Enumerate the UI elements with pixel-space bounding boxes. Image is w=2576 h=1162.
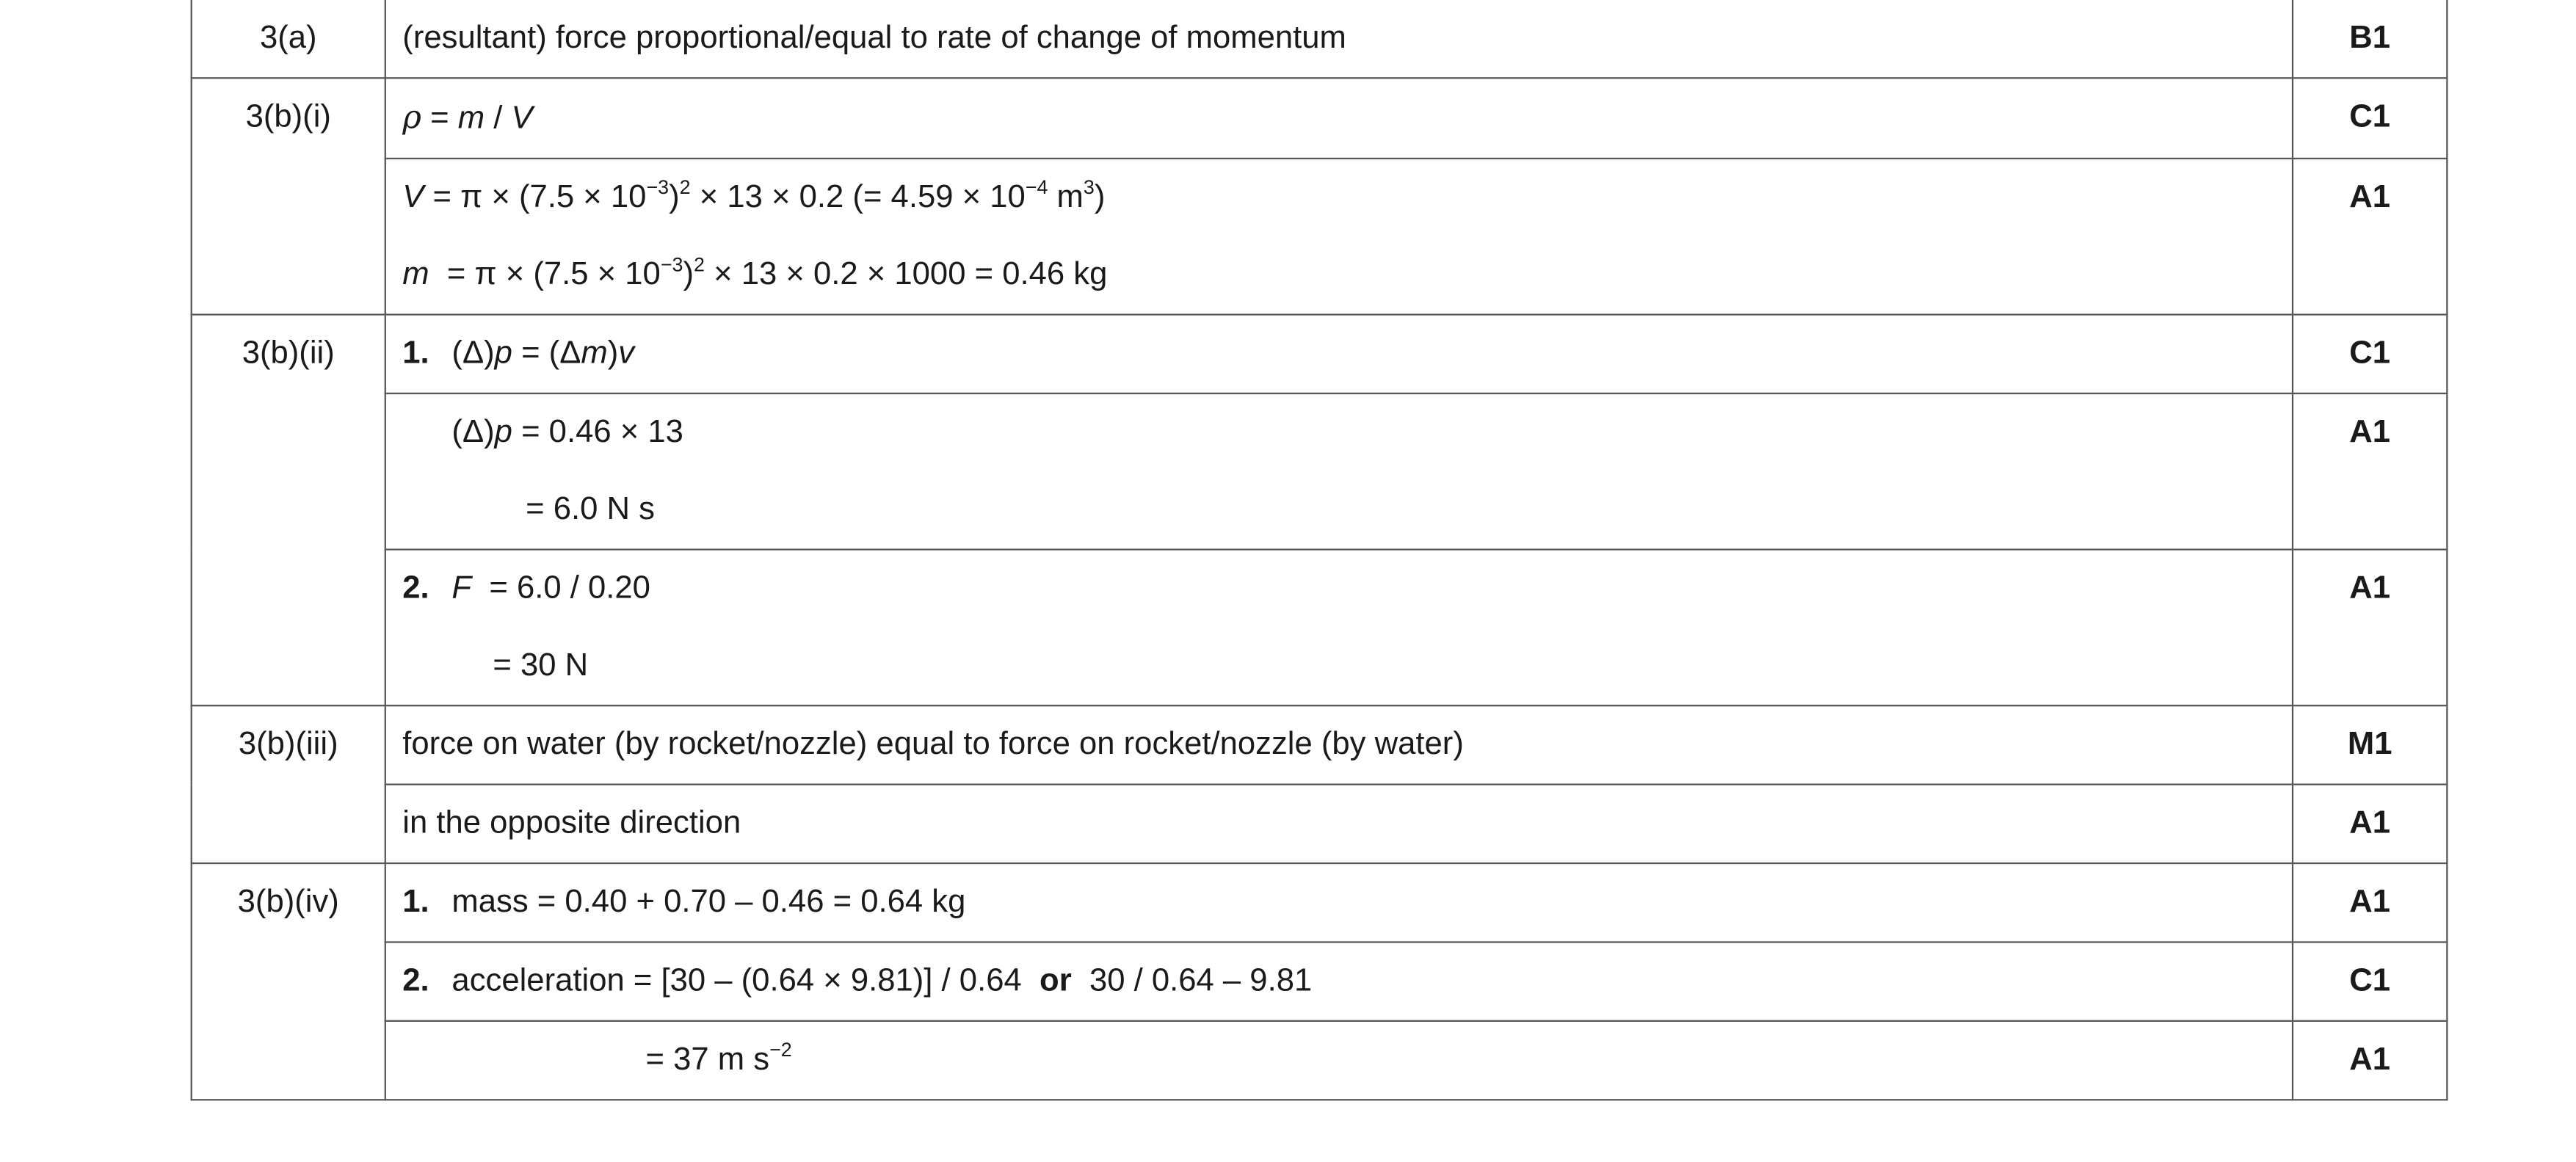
- mark-code: C1: [2293, 942, 2447, 1020]
- answer-cell: [385, 1021, 2293, 1100]
- answer-text: in the opposite direction: [385, 785, 2293, 863]
- exponent: 2: [694, 253, 705, 276]
- equation-part: = (Δ: [512, 335, 581, 371]
- equation-part: = π × (7.5 × 10: [429, 256, 661, 293]
- equation-part: ): [683, 256, 694, 293]
- velocity-symbol: v: [618, 335, 635, 371]
- mass-symbol: m: [402, 256, 429, 293]
- force-calculation: [402, 551, 2275, 628]
- equation-part: × 13 × 0.2 × 1000 = 0.46 kg: [704, 256, 1108, 293]
- table-row: [192, 78, 2448, 159]
- question-number: 3(b)(i): [192, 78, 385, 314]
- table-row: [192, 863, 2448, 942]
- table-row: [192, 942, 2448, 1020]
- mass-equation: [402, 236, 2275, 313]
- acceleration-result: [402, 1022, 2275, 1099]
- equation-part: ): [669, 178, 680, 216]
- mark-code: A1: [2293, 550, 2447, 706]
- answer-text: (resultant) force proportional/equal to rate of change of momentum: [385, 0, 2293, 78]
- force-symbol: F: [451, 570, 472, 606]
- question-number: 3(b)(iii): [192, 705, 385, 863]
- table-row: [192, 393, 2448, 550]
- momentum-calculation: [402, 394, 2275, 471]
- mark-code: C1: [2293, 78, 2447, 159]
- equation-part: (Δ): [451, 413, 495, 451]
- answer-cell: [385, 393, 2293, 550]
- exponent: 3: [1083, 175, 1095, 199]
- answer-cell: [385, 315, 2293, 393]
- mass-symbol: m: [457, 100, 485, 137]
- question-number: 3(a): [192, 0, 385, 78]
- equation-part: = 0.46 × 13: [512, 413, 683, 451]
- mark-code: A1: [2293, 785, 2447, 863]
- question-number: 3(b)(ii): [192, 315, 385, 706]
- answer-text: = 37 m s: [645, 1041, 770, 1078]
- answer-text: acceleration = [30 – (0.64 × 9.81)] / 0.64: [451, 962, 1022, 999]
- momentum-result: = 6.0 N s: [526, 491, 656, 528]
- exponent: −4: [1025, 175, 1048, 199]
- equation-part: × 13 × 0.2 (= 4.59 × 10: [690, 178, 1026, 216]
- exponent: 2: [679, 175, 691, 199]
- table-row: [192, 315, 2448, 393]
- table-row: [192, 550, 2448, 706]
- mark-code: B1: [2293, 0, 2447, 78]
- mark-scheme-table: [191, 0, 2448, 1100]
- answer-text: 30 / 0.64 – 9.81: [1089, 962, 1313, 999]
- mark-code: A1: [2293, 393, 2447, 550]
- force-result: = 30 N: [493, 647, 589, 683]
- mark-code: A1: [2293, 159, 2447, 315]
- volume-symbol: V: [511, 100, 533, 137]
- mass-symbol: m: [581, 335, 608, 371]
- answer-cell: ρ = m / V: [385, 78, 2293, 159]
- mark-code: A1: [2293, 1021, 2447, 1100]
- answer-text: mass = 0.40 + 0.70 – 0.46 = 0.64 kg: [451, 883, 966, 920]
- or-keyword: or: [1040, 962, 1072, 999]
- table-row: [192, 1021, 2448, 1100]
- answer-cell: [385, 550, 2293, 706]
- exponent: −3: [646, 175, 670, 199]
- table-row: [192, 0, 2448, 78]
- momentum-symbol: p: [494, 413, 512, 451]
- equation-part: = π × (7.5 × 10: [424, 178, 647, 216]
- mark-code: C1: [2293, 315, 2447, 393]
- mark-code: A1: [2293, 863, 2447, 942]
- part-number: 1.: [402, 335, 429, 371]
- table-row: [192, 785, 2448, 863]
- table-row: [192, 705, 2448, 784]
- part-number: 2.: [402, 962, 429, 999]
- question-number: 3(b)(iv): [192, 863, 385, 1100]
- equation-part: ): [1094, 178, 1106, 216]
- volume-equation: [402, 159, 2275, 236]
- answer-cell: [385, 863, 2293, 942]
- table-row: [192, 159, 2448, 315]
- rho-symbol: ρ: [402, 98, 421, 137]
- answer-cell: [385, 942, 2293, 1020]
- exponent: −2: [769, 1038, 792, 1061]
- momentum-symbol: p: [494, 335, 512, 371]
- equation-part: m: [1048, 178, 1084, 216]
- part-number: 1.: [402, 883, 429, 920]
- exponent: −3: [660, 253, 683, 276]
- answer-cell: [385, 159, 2293, 315]
- mark-code: M1: [2293, 705, 2447, 784]
- volume-symbol: V: [402, 178, 424, 216]
- part-number: 2.: [402, 570, 429, 606]
- equation-part: ): [607, 335, 619, 371]
- equation-part: (Δ): [451, 335, 495, 371]
- answer-text: force on water (by rocket/nozzle) equal to force on rocket/nozzle (by water): [385, 705, 2293, 784]
- equation-part: = 6.0 / 0.20: [471, 570, 650, 606]
